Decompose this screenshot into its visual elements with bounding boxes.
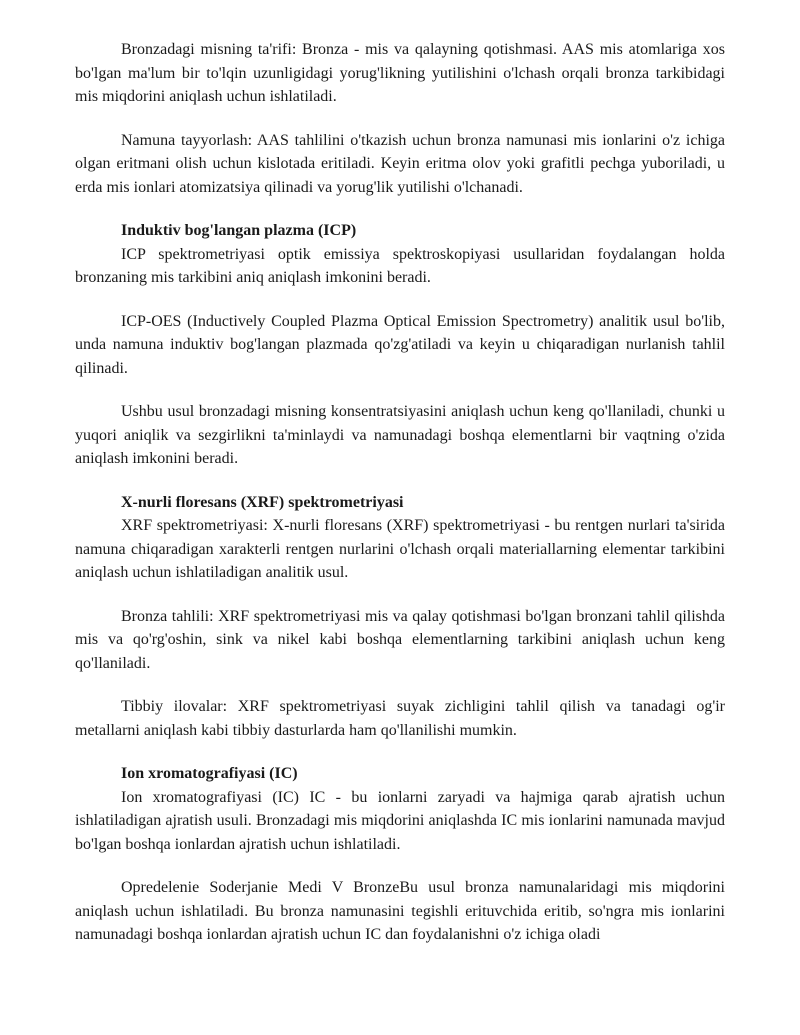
paragraph-sample-preparation: Namuna tayyorlash: AAS tahlilini o'tkazish uchun bronza namunasi mis ionlarini o'z ichiga olgan eritmani olish uchun kislotada eritiladi. Keyin eritma olov yoki grafitli pechga yuboriladi, u erda mis ionlari atomizatsiya qilinadi va yorug'lik yutilishi o'lchanadi.: [75, 131, 725, 196]
paragraph-icp-intro: ICP spektrometriyasi optik emissiya spektroskopiyasi usullaridan foydalangan holda bronzaning mis tarkibini aniq aniqlash imkonini beradi.: [75, 245, 725, 286]
heading-xrf: X-nurli floresans (XRF) spektrometriyasi: [121, 493, 404, 511]
paragraph-xrf-medical: Tibbiy ilovalar: XRF spektrometriyasi suyak zichligini tahlil qilish va tanadagi og'ir metallarni aniqlash kabi tibbiy dasturlarda ham qo'llanilishi mumkin.: [75, 698, 725, 739]
paragraph-icp-oes: ICP-OES (Inductively Coupled Plazma Optical Emission Spectrometry) analitik usul bo'lib, unda namuna induktiv bog'langan plazmada qo'zg'atiladi va keyin u chiqaradigan nurlanish tahlil qilinadi.: [75, 312, 725, 377]
paragraph-ic-method: Opredelenie Soderjanie Medi V BronzeBu usul bronza namunalaridagi mis miqdorini aniqlash uchun ishlatiladi. Bu bronza namunasini tegishli erituvchida eritib, so'ngra mis ionlarini namunadagi boshqa ionlardan ajratish uchun IC dan foydalanishni o'z ichiga oladi: [75, 879, 725, 943]
paragraph-ic-intro: Ion xromatografiyasi (IC) IC - bu ionlarni zaryadi va hajmiga qarab ajratish uchun ishlatiladigan ajratish usuli. Bronzadagi mis miqdorini aniqlashda IC mis ionlarini namunada mavjud bo'lgan boshqa ionlardan ajratish uchun ishlatiladi.: [75, 788, 725, 853]
heading-ic: Ion xromatografiyasi (IC): [121, 765, 298, 782]
heading-icp: Induktiv bog'langan plazma (ICP): [121, 222, 357, 239]
paragraph-icp-usage: Ushbu usul bronzadagi misning konsentratsiyasini aniqlash uchun keng qo'llaniladi, chunki u yuqori aniqlik va sezgirlikni ta'minlaydi va namunadagi boshqa elementlarni bir vaqtning o'zida aniqlash imkonini beradi.: [75, 403, 725, 467]
document-page: [75, 38, 725, 947]
paragraph-xrf-bronze: Bronza tahlili: XRF spektrometriyasi mis va qalay qotishmasi bo'lgan bronzani tahlil qilishda mis va qo'rg'oshin, sink va nikel kabi boshqa elementlarning tarkibini aniqlash uchun keng qo'llaniladi.: [75, 607, 725, 672]
paragraph-xrf-intro: XRF spektrometriyasi: X-nurli floresans (XRF) spektrometriyasi - bu rentgen nurlari ta'sirida namuna chiqaradigan xarakterli rentgen nurlarini o'lchash orqali materiallarning elementar tarkibini aniqlash uchun ishlatiladigan analitik usul.: [75, 517, 725, 581]
paragraph-bronze-definition: Bronzadagi misning ta'rifi: Bronza - mis va qalayning qotishmasi. AAS mis atomlariga xos bo'lgan ma'lum bir to'lqin uzunligidagi yorug'likning yutilishini o'lchash orqali bronza tarkibidagi mis miqdorini aniqlash uchun ishlatiladi.: [75, 41, 725, 105]
